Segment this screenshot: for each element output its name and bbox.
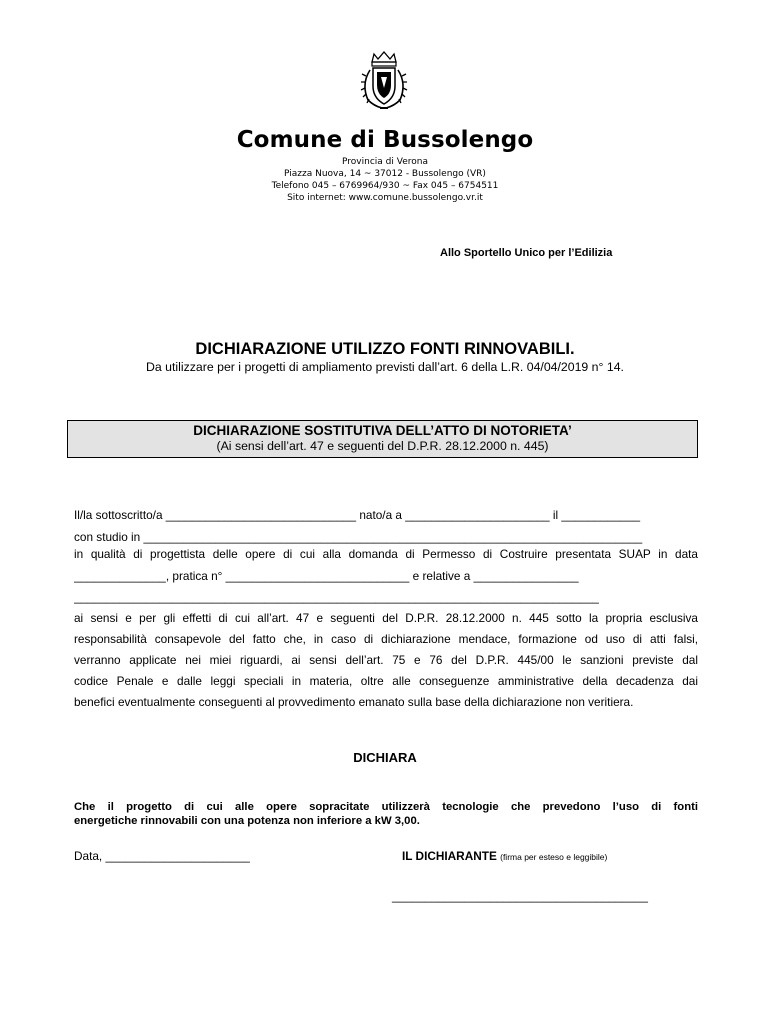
declaration-text-line: benefici eventualmente conseguenti al provvedimento emanato sulla base della dichiarazione non veritiera. (74, 695, 634, 709)
declaration-text-line: responsabilità consapevole del fatto che, in caso di dichiarazione mendace, formazione od uso di atti falsi, (74, 632, 698, 646)
addressee: Allo Sportello Unico per l’Edilizia (440, 247, 613, 259)
signature-line: _______________________________________ (392, 889, 648, 903)
date-field: Data, ______________________ (74, 849, 250, 863)
phone-line: Telefono 045 – 6769964/930 ~ Fax 045 – 6754511 (271, 181, 499, 191)
document-title: DICHIARAZIONE UTILIZZO FONTI RINNOVABILI. (195, 340, 575, 358)
signer-label: IL DICHIARANTE (402, 849, 497, 863)
form-line-role: in qualità di progettista delle opere di cui alla domanda di Permesso di Costruire presentata SUAP in data (74, 547, 698, 561)
signer-note: (firma per esteso e leggibile) (500, 852, 608, 862)
province-line: Provincia di Verona (342, 157, 428, 167)
form-line-studio: con studio in ____________________________________________________________________________ (74, 530, 643, 544)
signer-block (402, 849, 607, 863)
declaration-box (67, 420, 698, 458)
declaration-text-line: ai sensi e per gli effetti di cui all’art. 47 e seguenti del D.P.R. 28.12.2000 n. 445 sotto la propria esclusiva (74, 611, 698, 625)
declares-text-line: Che il progetto di cui alle opere sopracitate utilizzerà tecnologie che prevedono l’uso di fonti (74, 801, 698, 813)
document-subtitle: Da utilizzare per i progetti di ampliamento previsti dall’art. 6 della L.R. 04/04/2019 n° 14. (146, 360, 624, 374)
form-line-name: Il/la sottoscritto/a _____________________________ nato/a a ______________________ il ____________ (74, 508, 641, 522)
declaration-text-line: verranno applicate nei miei riguardi, ai sensi dell’art. 75 e 76 del D.P.R. 445/00 le sanzioni previste dal (74, 653, 698, 667)
form-line-blank: ________________________________________________________________________________ (74, 590, 599, 604)
municipality-name: Comune di Bussolengo (236, 127, 534, 153)
coat-of-arms-icon (356, 50, 412, 112)
address-line: Piazza Nuova, 14 ~ 37012 - Bussolengo (VR) (284, 169, 486, 179)
declares-text-line: energetiche rinnovabili con una potenza non inferiore a kW 3,00. (74, 815, 420, 827)
declaration-text-line: codice Penale e dalle leggi speciali in materia, oltre alle conseguenze amministrative della decadenza dai (74, 674, 698, 688)
declaration-box-subtitle: (Ai sensi dell’art. 47 e seguenti del D.P.R. 28.12.2000 n. 445) (216, 439, 549, 453)
declaration-box-title: DICHIARAZIONE SOSTITUTIVA DELL’ATTO DI NOTORIETA’ (193, 423, 572, 438)
form-line-practice: ______________, pratica n° ____________________________ e relative a ________________ (74, 569, 579, 583)
website-line: Sito internet: www.comune.bussolengo.vr.it (287, 193, 483, 203)
declares-heading: DICHIARA (353, 750, 417, 765)
